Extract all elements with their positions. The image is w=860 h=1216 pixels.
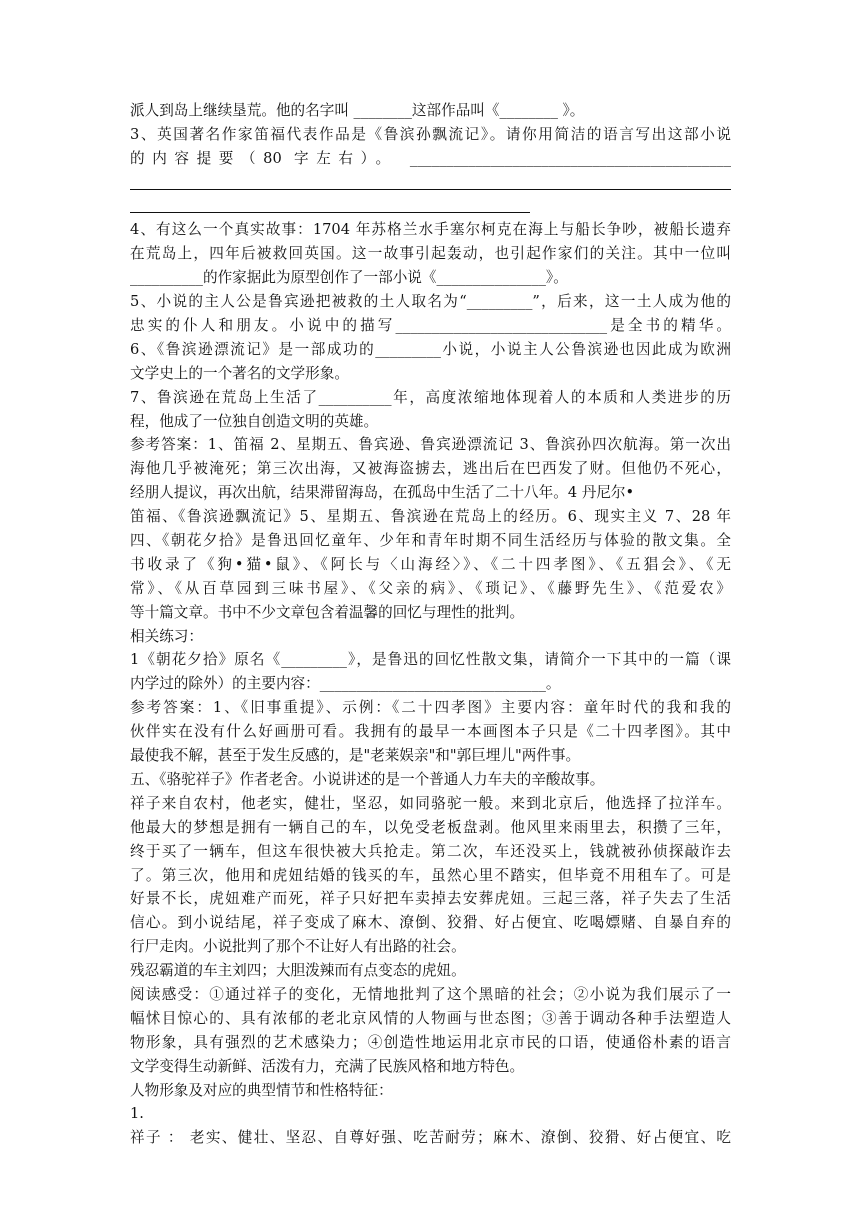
- text-line: 的内容提要（80 字左右）。 ____________________________________________: [130, 149, 731, 167]
- text-line: 海他几乎被淹死；第三次出海，又被海盗掳去，逃出后在巴西发了财。但他仍不死心，: [130, 460, 731, 478]
- answer-blank-line: [130, 195, 731, 219]
- text-line: 参考答案：1、笛福 2、星期五、鲁宾逊、鲁宾逊漂流记 3、鲁滨孙四次航海。第一次出: [130, 436, 731, 454]
- underline-rule: [130, 212, 530, 213]
- text-line: 祥子来自农村，他老实，健壮，坚忍，如同骆驼一般。来到北京后，他选择了拉洋车。: [130, 794, 731, 812]
- text-line: 祥子 ： 老实、健壮、坚忍、自尊好强、吃苦耐劳；麻木、潦倒、狡猾、好占便宜、吃: [130, 1129, 731, 1147]
- text-line: 信心。到小说结尾，祥子变成了麻木、潦倒、狡猾、好占便宜、吃喝嫖赌、自暴自弃的: [130, 914, 731, 932]
- text-line: 3、英国著名作家笛福代表作品是《鲁滨孙飘流记》。请你用简洁的语言写出这部小说: [130, 125, 731, 143]
- text-line: 伙伴实在没有什么好画册可看。我拥有的最早一本画图本子只是《二十四孝图》。其中: [130, 723, 731, 741]
- text-line: 常》、《从百草园到三味书屋》、《父亲的病》、《琐记》、《藤野先生》、《范爱农》: [130, 579, 731, 597]
- text-line: 5、小说的主人公是鲁宾逊把被救的土人取名为“_________”，后来，这一土人成为他的: [130, 293, 731, 311]
- text-line: 物形象，具有强烈的艺术感染力；④创造性地运用北京市民的口语，使通俗朴素的语言: [130, 1033, 731, 1051]
- text-line: 等十篇文章。书中不少文章包含着温馨的回忆与理性的批判。: [130, 603, 525, 621]
- text-line: 了。第三次，他用和虎妞结婚的钱买的车，虽然心里不踏实，但毕竟不用租车了。可是: [130, 866, 731, 884]
- text-line: 人物形象及对应的典型情节和性格特征：: [130, 1081, 393, 1099]
- text-line: 残忍霸道的车主刘四；大胆泼辣而有点变态的虎妞。: [130, 962, 466, 980]
- text-line: 终于买了一辆车，但这车很快被大兵抢走。第二次，车还没买上，钱就被孙侦探敲诈去: [130, 842, 731, 860]
- answer-blank-line: [130, 171, 731, 195]
- text-line: 6、《鲁滨逊漂流记》是一部成功的_________小说，小说主人公鲁滨逊也因此成为欧洲: [130, 340, 731, 358]
- text-line: 忠实的仆人和朋友。小说中的描写_____________________________是全书的精华。: [130, 317, 731, 335]
- text-line: 派人到岛上继续垦荒。他的名字叫 ________这部作品叫《________ 》。: [130, 102, 585, 119]
- text-line: 程，他成了一位独自创造文明的英雄。: [130, 412, 379, 430]
- text-line: 7、鲁滨逊在荒岛上生活了__________年，高度浓缩地体现着人的本质和人类进步的历: [130, 388, 731, 406]
- text-line: 四、《朝花夕拾》是鲁迅回忆童年、少年和青年时期不同生活经历与体验的散文集。全: [130, 532, 731, 550]
- text-line: 文学变得生动新鲜、活泼有力，充满了民族风格和地方特色。: [130, 1057, 525, 1075]
- text-line: 好景不长，虎妞难产而死，祥子只好把车卖掉去安葬虎妞。三起三落，祥子失去了生活: [130, 890, 731, 908]
- text-line: 参考答案：1、《旧事重提》、示例：《二十四孝图》主要内容：童年时代的我和我的: [130, 699, 731, 717]
- text-line: 在荒岛上，四年后被救回英国。这一故事引起轰动，也引起作家们的关注。其中一位叫: [130, 245, 731, 263]
- text-line: 4、有这么一个真实故事：1704 年苏格兰水手塞尔柯克在海上与船长争吵，被船长遗弃: [130, 221, 731, 239]
- underline-rule: [130, 189, 731, 190]
- text-line: 最使我不解，甚至于发生反感的，是"老莱娱亲"和"郭巨埋儿"两件事。: [130, 747, 581, 765]
- text-line: 经朋人提议，再次出航，结果滞留海岛，在孤岛中生活了二十八年。4 丹尼尔•: [130, 484, 635, 502]
- document-body: [130, 99, 731, 1150]
- text-line: 阅读感受：①通过祥子的变化，无情地批判了这个黑暗的社会；②小说为我们展示了一: [130, 985, 731, 1003]
- text-line: __________的作家据此为原型创作了一部小说《_______________》。: [130, 269, 568, 287]
- text-line: 他最大的梦想是拥有一辆自己的车，以免受老板盘剥。他风里来雨里去，积攒了三年，: [130, 818, 731, 836]
- text-line: 文学史上的一个著名的文学形象。: [130, 364, 349, 382]
- text-line: 五、《骆驼祥子》作者老舍。小说讲述的是一个普通人力车夫的辛酸故事。: [130, 770, 605, 788]
- text-line: 笛福、《鲁滨逊飘流记》5、星期五、鲁滨逊在荒岛上的经历。6、现实主义 7、28 年: [130, 508, 731, 526]
- text-line: 行尸走肉。小说批判了那个不让好人有出路的社会。: [130, 938, 466, 956]
- text-line: 内学过的除外）的主要内容：_______________________________。: [130, 675, 561, 693]
- text-line: 幅怵目惊心的、具有浓郁的老北京风情的人物画与世态图；③善于调动各种手法塑造人: [130, 1009, 731, 1027]
- text-line: 相关练习：: [130, 627, 203, 645]
- text-line: 书收录了《狗•猫•鼠》、《阿长与〈山海经〉》、《二十四孝图》、《五猖会》、《无: [130, 555, 731, 573]
- text-line: 1.: [130, 1105, 144, 1123]
- text-line: 1《朝花夕拾》原名《_________》，是鲁迅的回忆性散文集，请简介一下其中的一篇（课: [130, 651, 731, 669]
